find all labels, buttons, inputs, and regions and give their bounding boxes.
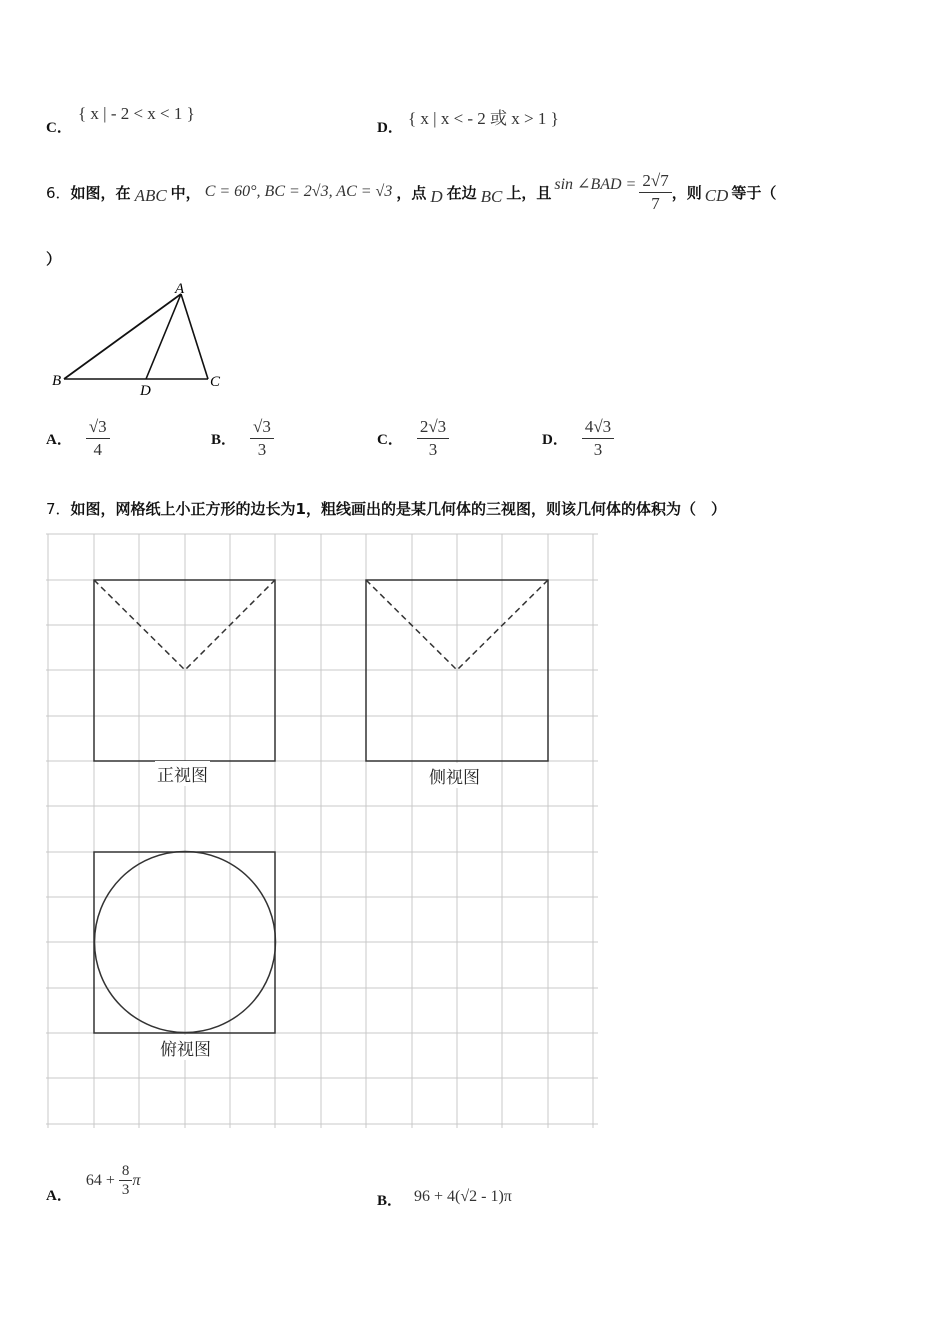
- vertex-c-label: C: [210, 374, 221, 390]
- q6-given-values: C = 60°, BC = 2√3, AC = √3: [204, 183, 393, 200]
- q6-sin-fraction: [639, 170, 671, 215]
- option-label: A．: [46, 432, 72, 448]
- q6-close-paren: ）: [46, 250, 62, 268]
- q6-sin-lhs: sin ∠BAD =: [554, 176, 637, 193]
- grid-lines: [46, 534, 598, 1128]
- option-denominator: 3: [121, 1182, 130, 1198]
- front-view-label: 正视图: [155, 761, 210, 786]
- option-label: C．: [377, 432, 403, 448]
- option-fraction: [250, 416, 274, 461]
- option-numerator: 2√3: [417, 416, 449, 439]
- side-view-label: 侧视图: [427, 763, 482, 788]
- option-label: B．: [377, 1193, 403, 1209]
- q6-edge-bc: BC: [480, 187, 503, 206]
- q6-text: 如图，在: [70, 183, 131, 202]
- q6-point-d: D: [430, 187, 443, 206]
- option-label: A．: [46, 1188, 72, 1204]
- option-numerator: √3: [86, 416, 110, 439]
- q5-option-d-label: D．: [377, 120, 403, 136]
- q5-option-c-label: C．: [46, 120, 72, 136]
- point-d-label: D: [140, 383, 151, 399]
- q7-three-view-figure: [40, 528, 606, 1132]
- q7-option-b: [377, 1186, 512, 1207]
- q6-text: ，点: [396, 183, 427, 202]
- q6-number: 6．: [46, 183, 71, 202]
- q6-target-cd: CD: [704, 186, 729, 205]
- option-expression-suffix: π: [132, 1171, 141, 1189]
- q6-option-d: [542, 416, 614, 461]
- q6-sin-numerator: 2√7: [639, 170, 671, 193]
- option-label: B．: [211, 432, 237, 448]
- q6-text: 等于（: [731, 183, 777, 202]
- option-denominator: 3: [593, 440, 603, 459]
- q7-option-a: [46, 1162, 141, 1204]
- q6-triangle: ABC: [134, 186, 167, 205]
- q5-option-c-expression: { x | - 2 < x < 1 }: [78, 104, 195, 123]
- q6-text: 上，且: [506, 183, 552, 202]
- q6-option-a: [46, 416, 110, 461]
- vertex-a-label: A: [175, 281, 185, 297]
- option-fraction: [119, 1162, 133, 1199]
- segment-ac: [181, 294, 208, 379]
- option-expression: 96 + 4(√2 - 1)π: [414, 1187, 512, 1205]
- q7-question-text: 如图，网格纸上小正方形的边长为1，粗线画出的是某几何体的三视图，则该几何体的体积为（ ）: [70, 500, 726, 518]
- option-numerator: 4√3: [582, 416, 614, 439]
- option-numerator: 8: [119, 1162, 133, 1181]
- top-view-label: 俯视图: [158, 1035, 213, 1060]
- q6-stem: [46, 162, 926, 222]
- q6-sin-denominator: 7: [651, 193, 660, 213]
- option-denominator: 3: [428, 440, 438, 459]
- q6-text: ，则: [671, 183, 702, 202]
- option-fraction: [86, 416, 110, 461]
- q6-option-b: [211, 416, 274, 461]
- q6-text: 在边: [446, 183, 477, 202]
- q7-number: 7．: [46, 500, 71, 518]
- option-denominator: 4: [93, 440, 103, 459]
- q6-text: 中，: [170, 183, 201, 202]
- option-fraction: [582, 416, 614, 461]
- q5-option-d-expression: { x | x < - 2 或 x > 1 }: [408, 109, 559, 128]
- option-denominator: 3: [257, 440, 267, 459]
- option-label: D．: [542, 432, 568, 448]
- vertex-b-label: B: [52, 373, 62, 389]
- q6-option-c: [377, 416, 449, 461]
- q6-triangle-figure: [40, 278, 240, 402]
- option-fraction: [417, 416, 449, 461]
- option-numerator: √3: [250, 416, 274, 439]
- option-expression-prefix: 64 +: [85, 1171, 115, 1189]
- q7-stem: [46, 498, 726, 519]
